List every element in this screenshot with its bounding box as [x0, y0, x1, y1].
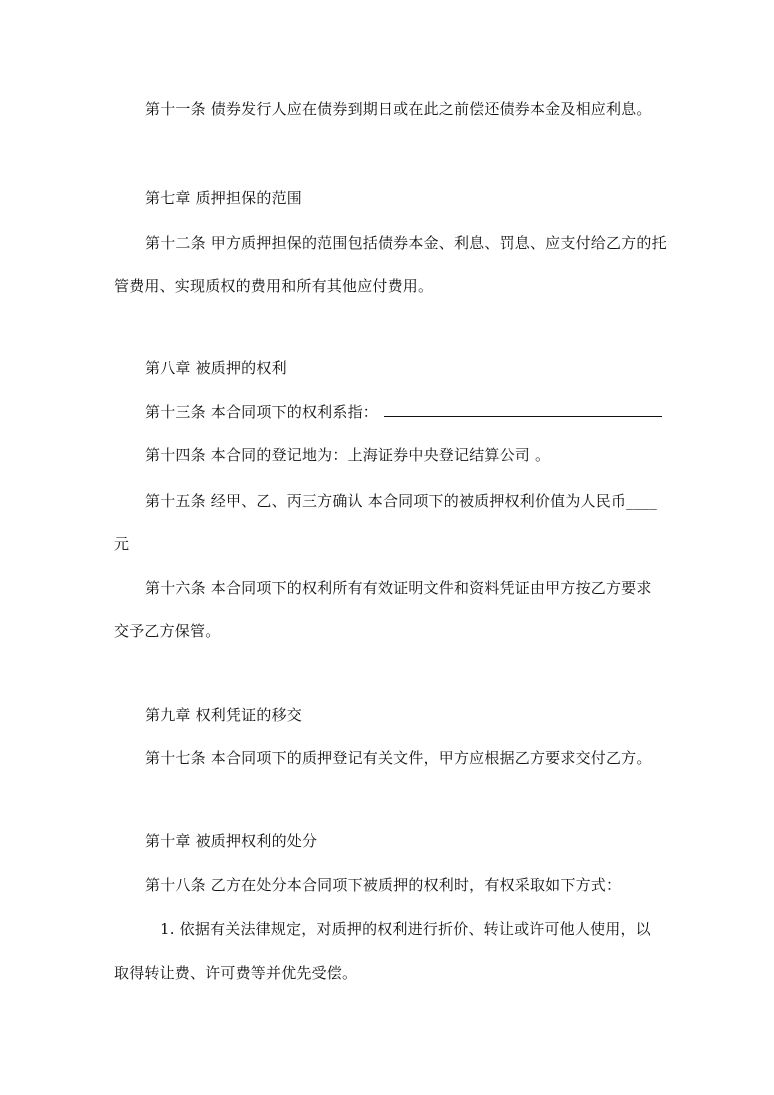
article-15-line-1: 第十五条 经甲、乙、丙三方确认 本合同项下的被质押权利价值为人民币____	[145, 492, 657, 510]
article-14: 第十四条 本合同的登记地为：上海证券中央登记结算公司 。	[145, 446, 551, 464]
chapter-9-heading: 第九章 权利凭证的移交	[145, 706, 302, 724]
item-1-line-2: 取得转让费、许可费等并优先受偿。	[114, 964, 358, 982]
item-1-line-1: 1. 依据有关法律规定，对质押的权利进行折价、转让或许可他人使用，以	[160, 920, 651, 938]
article-15-line-2: 元	[114, 535, 130, 553]
article-17: 第十七条 本合同项下的质押登记有关文件，甲方应根据乙方要求交付乙方。	[145, 749, 652, 767]
article-12-line-1: 第十二条 甲方质押担保的范围包括债券本金、利息、罚息、应支付给乙方的托	[145, 234, 667, 252]
chapter-10-heading: 第十章 被质押权利的处分	[145, 832, 318, 850]
article-12-line-2: 管费用、实现质权的费用和所有其他应付费用。	[114, 277, 434, 295]
blank-underline	[384, 402, 662, 417]
article-16-line-1: 第十六条 本合同项下的权利所有有效证明文件和资料凭证由甲方按乙方要求	[145, 579, 652, 597]
chapter-7-heading: 第七章 质押担保的范围	[145, 189, 302, 207]
article-16-line-2: 交予乙方保管。	[114, 622, 221, 640]
article-11: 第十一条 债券发行人应在债券到期日或在此之前偿还债券本金及相应利息。	[145, 100, 652, 118]
chapter-8-heading: 第八章 被质押的权利	[145, 359, 287, 377]
article-13-text: 第十三条 本合同项下的权利系指：	[145, 403, 378, 421]
article-18: 第十八条 乙方在处分本合同项下被质押的权利时，有权采取如下方式：	[145, 876, 622, 894]
article-13	[145, 402, 662, 422]
